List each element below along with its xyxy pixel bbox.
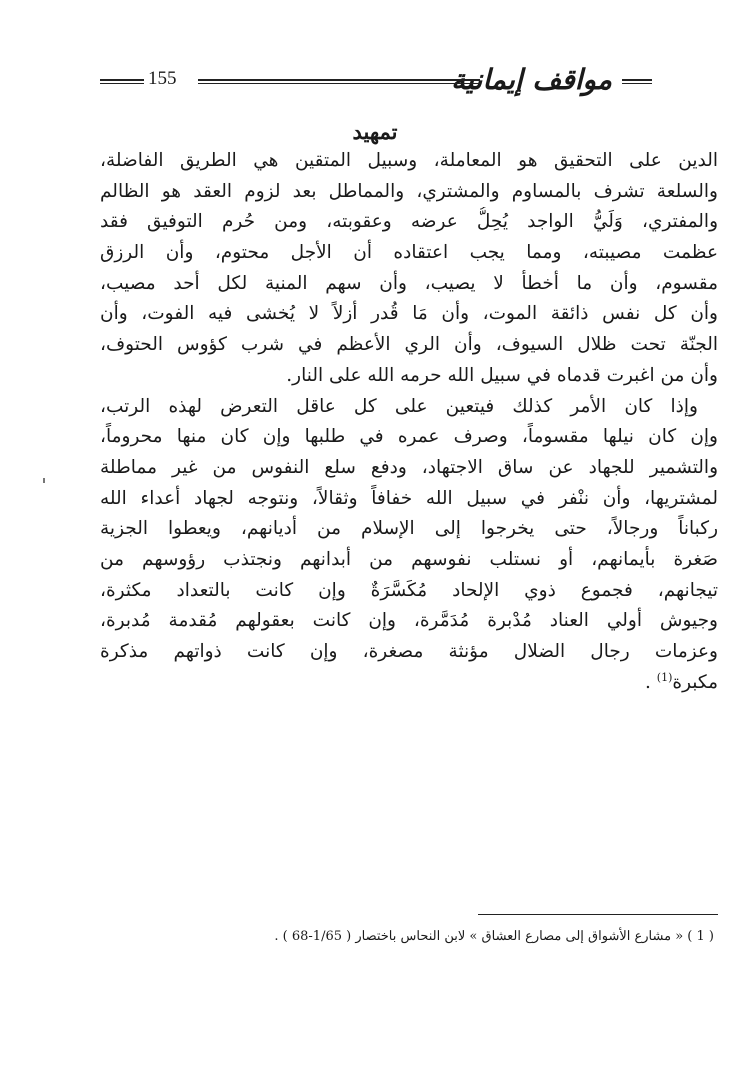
final-word: مكبرة	[672, 671, 718, 693]
text-line: عظمت مصيبته، ومما يجب اعتقاده أن الأجل محتوم، وأن الرزق	[100, 242, 718, 264]
text-line: الدين على التحقيق هو المعاملة، وسبيل المتقين هي الطريق الفاضلة،	[100, 150, 718, 171]
footnote-marker[interactable]: (1)	[656, 670, 673, 684]
text-line: لمشتريها، وأن ننْفر في سبيل الله خفافاً وثقالاً، ونتوجه لجهاد أعداء الله	[100, 487, 718, 509]
header-rule-middle	[198, 79, 480, 84]
section-heading: تمهيد	[352, 119, 398, 144]
text-line: وعزمات رجال الضلال مؤنثة مصغرة، وإن كانت ذواتهم مذكرة	[100, 641, 718, 662]
text-line: وأن كل نفس ذائقة الموت، وأن مَا قُدر أزلاً لا يُخشى فيه الفوت، وأن	[100, 303, 718, 325]
running-title: مواقف إيمانية	[451, 63, 612, 96]
text-line: وأن من اغبرت قدماه في سبيل الله حرمه الله على النار.	[286, 364, 718, 386]
header-rule-right	[622, 79, 652, 84]
closing-punctuation: .	[645, 671, 651, 693]
page-number: 155	[148, 68, 177, 89]
text-line: وجيوش أولي العناد مُدْبرة مُدَمَّرة، وإن كانت بعقولهم مُقدمة مُدبرة،	[100, 610, 718, 632]
text-line: صَغرة بأيمانهم، أو نستلب نفوسهم من أبدانهم ونجتذب رؤوسهم من	[100, 548, 718, 570]
text-line: وإن كان نيلها مقسوماً، وصرف عمره في طلبها وإن كان منها محروماً،	[100, 426, 718, 448]
text-line: وإذا كان الأمر كذلك فيتعين على كل عاقل التعرض لهذه الرتب،	[100, 395, 698, 417]
text-line: تيجانهم، فجموع ذوي الإلحاد مُكَسَّرَةٌ وإن كانت بالتعداد مكثرة،	[100, 579, 718, 601]
header-rule-left	[100, 79, 144, 84]
body-text	[100, 146, 718, 698]
footnote-separator	[478, 914, 718, 915]
page-header	[100, 60, 652, 104]
text-line-final	[100, 668, 718, 699]
scan-mark	[43, 478, 45, 483]
text-line: والسلعة تشرف بالمساوم والمشتري، والمماطل بعد لزوم العقد هو الظالم	[100, 180, 718, 202]
text-line: الجنّة تحت ظلال السيوف، وأن الري الأعظم في شرب كؤوس الحتوف،	[100, 334, 718, 356]
text-line: مقسوم، وأن ما أخطأ لا يصيب، وأن سهم المنية لكل أحد مصيب،	[100, 272, 718, 294]
footnote: ( 1 ) « مشارع الأشواق إلى مصارع العشاق » لابن النحاس باختصار ( 1/65-68 ) .	[274, 929, 714, 944]
text-line: والمفتري، وَلَيُّ الواجد يُحِلُّ عرضه وعقوبته، ومن حُرم التوفيق فقد	[100, 211, 718, 233]
text-line: ركباناً ورجالاً، حتى يخرجوا إلى الإسلام من أديانهم، ويعطوا الجزية	[100, 518, 718, 540]
text-line: والتشمير للجهاد عن ساق الاجتهاد، ودفع سلع النفوس من غير مماطلة	[100, 456, 718, 478]
